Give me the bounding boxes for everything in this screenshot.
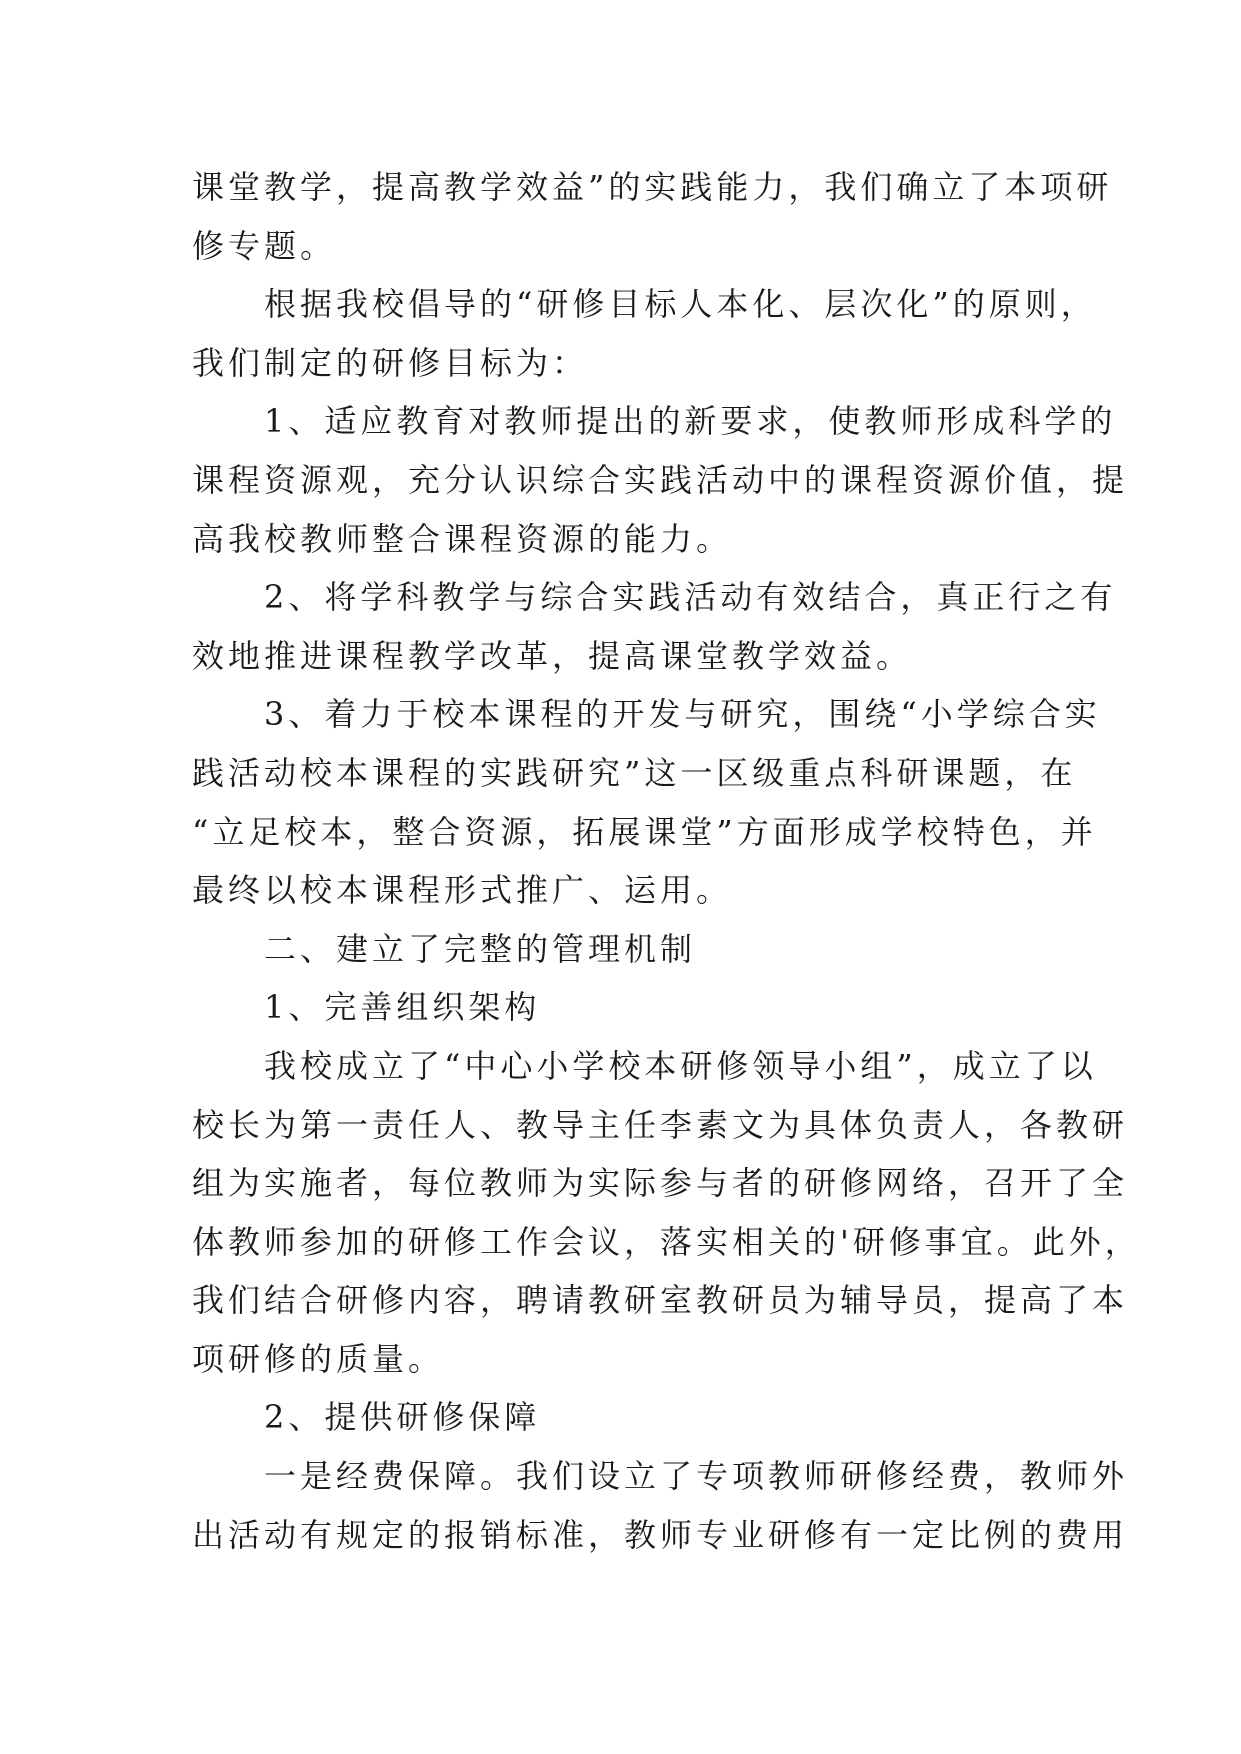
text-line: 一是经费保障。我们设立了专项教师研修经费，教师外	[192, 1457, 1129, 1496]
text-line: 课程资源观，充分认识综合实践活动中的课程资源价值，提	[192, 460, 1129, 499]
text-line: 践活动校本课程的实践研究”这一区级重点科研课题，在	[192, 753, 1077, 792]
text-line: 体教师参加的研修工作会议，落实相关的'研修事宜。此外，	[192, 1222, 1141, 1261]
text-line: 效地推进课程教学改革，提高课堂教学效益。	[192, 636, 913, 675]
text-line: 高我校教师整合课程资源的能力。	[192, 519, 733, 558]
text-line: 我校成立了“中心小学校本研修领导小组”，成立了以	[192, 1046, 1097, 1085]
subsection-heading: 2、提供研修保障	[192, 1398, 541, 1437]
subsection-heading: 1、完善组织架构	[192, 988, 541, 1027]
text-line: 课堂教学，提高教学效益”的实践能力，我们确立了本项研	[192, 168, 1113, 206]
text-line: 校长为第一责任人、教导主任李素文为具体负责人，各教研	[192, 1105, 1129, 1144]
text-line: 项研修的质量。	[192, 1339, 445, 1378]
text-line: 我们结合研修内容，聘请教研室教研员为辅导员，提高了本	[192, 1281, 1129, 1320]
document-body	[192, 158, 1141, 1564]
text-line: 根据我校倡导的“研修目标人本化、层次化”的原则，	[192, 285, 1097, 324]
text-line: 3、着力于校本课程的开发与研究，围绕“小学综合实	[192, 695, 1101, 734]
text-line: 修专题。	[192, 226, 337, 265]
text-line: 出活动有规定的报销标准，教师专业研修有一定比例的费用	[192, 1515, 1129, 1554]
text-line: 组为实施者，每位教师为实际参与者的研修网络，召开了全	[192, 1164, 1129, 1203]
text-line: 2、将学科教学与综合实践活动有效结合，真正行之有	[192, 578, 1117, 617]
text-line: 最终以校本课程形式推广、运用。	[192, 871, 733, 910]
text-line: 我们制定的研修目标为：	[192, 343, 589, 382]
text-line: “立足校本，整合资源，拓展课堂”方面形成学校特色，并	[192, 812, 1097, 851]
section-heading: 二、建立了完整的管理机制	[192, 929, 697, 968]
text-line: 1、适应教育对教师提出的新要求，使教师形成科学的	[192, 402, 1117, 441]
